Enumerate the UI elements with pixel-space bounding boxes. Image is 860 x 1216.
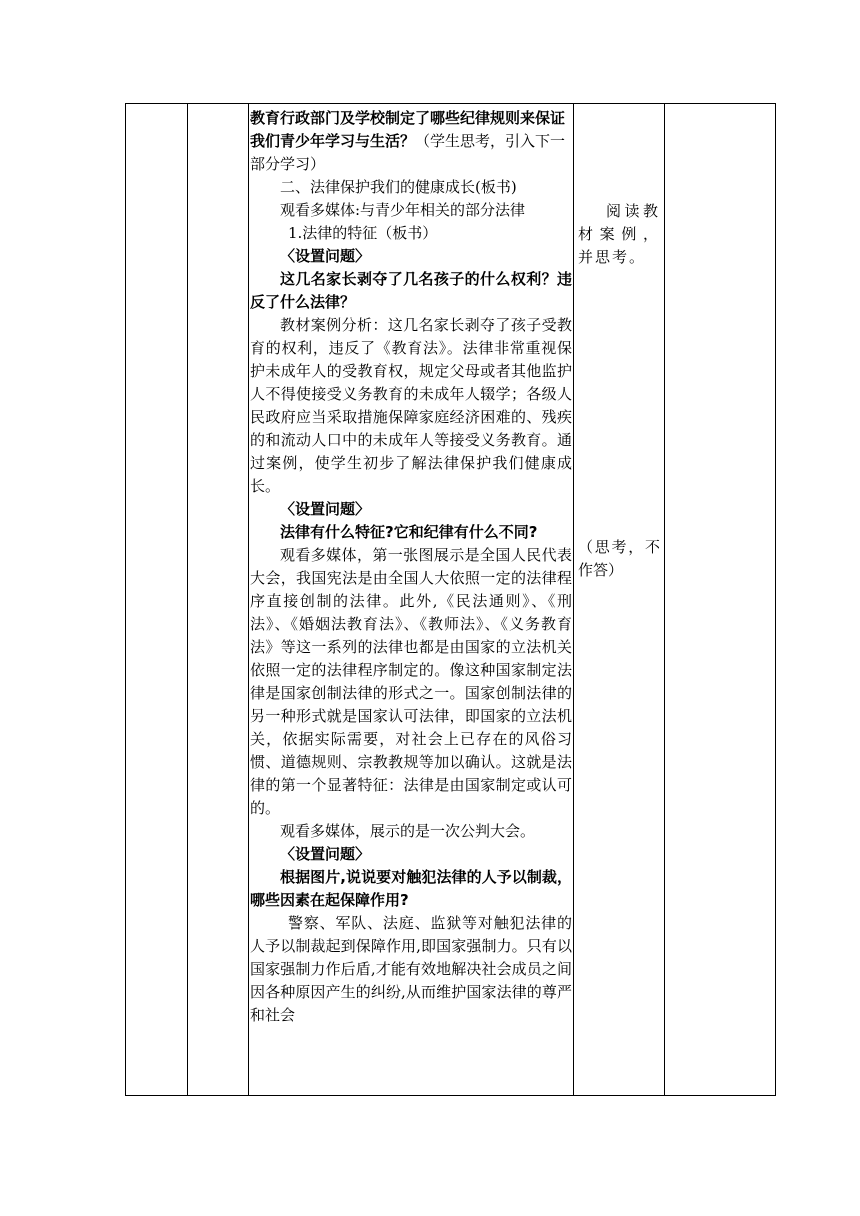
set-question-label-3: 〈设置问题〉: [280, 845, 371, 863]
student-note-1: 阅读教材案例，并思考。: [578, 202, 660, 266]
student-activity-note-2: [578, 536, 660, 582]
multimedia-note-1: 观看多媒体:与青少年相关的部分法律: [280, 201, 526, 219]
question-2: 法律有什么特征?它和纪律有什么不同?: [280, 523, 538, 541]
column-divider-4: [664, 104, 665, 1095]
law-feature-explanation: 观看多媒体，第一张图展示是全国人民代表大会，我国宪法是由全国人大依照一定的法律程序直接创制的法律。此外,《民法通则》、《刑法》、《婚姻法教育法》、《教师法》、《义务教育法》等这一系列的法律也都是由国家的立法机关依照一定的法律程序制定的。像这种国家制定法律是国家创制法律的形式之一。国家创制法律的另一种形式就是国家认可法律，即国家的立法机关，依据实际需要，对社会上已存在的风俗习惯、道德规则、宗教教规等加以确认。这就是法律的第一个显著特征：法律是由国家制定或认可的。: [250, 546, 572, 817]
state-force-explanation: 警察、军队、法庭、监狱等对触犯法律的人予以制裁起到保障作用,即国家强制力。只有以国家强制力作后盾,才能有效地解决社会成员之间因各种原因产生的纠纷,从而维护国家法律的尊严和社会: [250, 914, 572, 1024]
question-1: 这几名家长剥夺了几名孩子的什么权利？违反了什么法律？: [250, 270, 572, 311]
question-3: 根据图片,说说要对触犯法律的人予以制裁，哪些因素在起保障作用?: [250, 868, 572, 909]
teacher-activity-column: [250, 107, 572, 1027]
question-text: 教育行政部门及学校制定了哪些纪律规则来保证我们青少年学习与生活？: [250, 109, 566, 150]
column-divider-3: [573, 104, 574, 1095]
section-heading: 二、法律保护我们的健康成长(板书): [280, 178, 517, 196]
student-activity-note-1: [578, 200, 660, 269]
column-divider-2: [248, 104, 249, 1095]
set-question-label-1: 〈设置问题〉: [280, 247, 371, 265]
set-question-label-2: 〈设置问题〉: [280, 500, 371, 518]
lesson-table: [125, 103, 776, 1096]
subheading-law-features: 1.法律的特征（板书）: [288, 224, 438, 242]
case-analysis: 教材案例分析：这几名家长剥夺了孩子受教育的权利，违反了《教育法》。法律非常重视保护未成年人的受教育权，规定父母或者其他监护人不得使接受义务教育的未成年人辍学；各级人民政府应当采取措施保障家庭经济困难的、残疾的和流动人口中的未成年人等接受义务教育。通过案例，使学生初步了解法律保护我们健康成长。: [250, 316, 572, 495]
student-think-note: （学生思考，引入下一部分学习）: [250, 132, 566, 173]
column-divider-1: [187, 104, 188, 1095]
student-note-2: （思考，不作答）: [578, 538, 660, 579]
multimedia-note-2: 观看多媒体，展示的是一次公判大会。: [280, 822, 536, 840]
